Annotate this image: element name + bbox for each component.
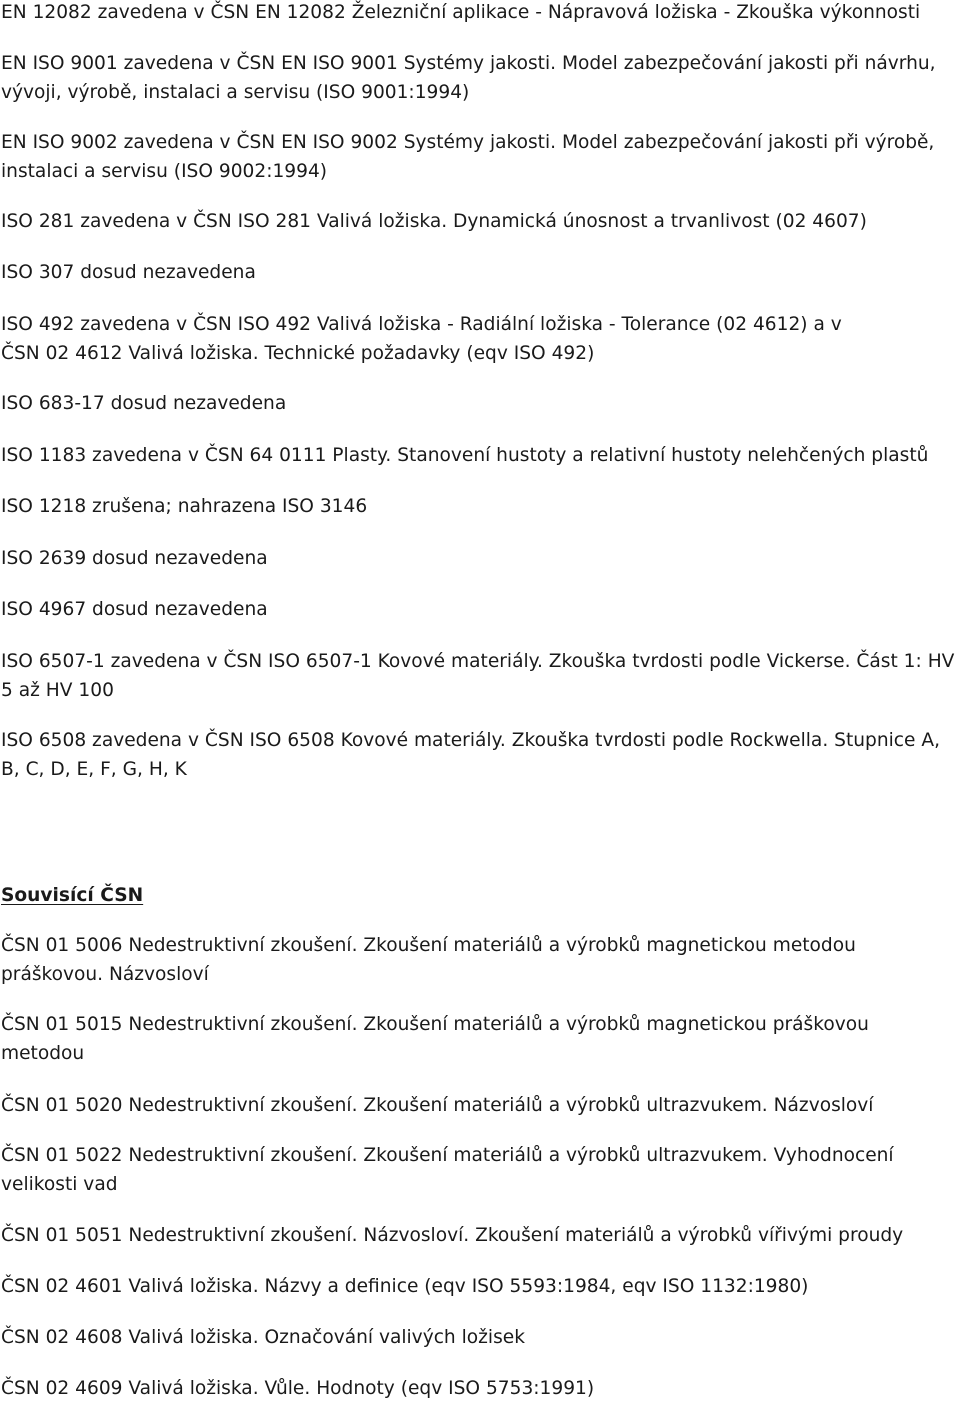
standard-entry-iso-6507-1: ISO 6507-1 zavedena v ČSN ISO 6507-1 Kovové materiály. Zkouška tvrdosti podle Vickerse. Část 1: HV 5 až HV 100 [1,651,955,701]
related-entry-csn-02-4609: ČSN 02 4609 Valivá ložiska. Vůle. Hodnoty (eqv ISO 5753:1991) [1,1378,595,1399]
standard-entry-iso-6508: ISO 6508 zavedena v ČSN ISO 6508 Kovové materiály. Zkouška tvrdosti podle Rockwella. Stupnice A, B, C, D, E, F, G, H, K [1,730,940,780]
standard-entry-iso-307: ISO 307 dosud nezavedena [1,262,256,283]
related-entry-csn-01-5006: ČSN 01 5006 Nedestruktivní zkoušení. Zkoušení materiálů a výrobků magnetickou metodou práškovou. Názvosloví [1,935,856,985]
standard-entry-iso-1183: ISO 1183 zavedena v ČSN 64 0111 Plasty. Stanovení hustoty a relativní hustoty nelehčených plastů [1,445,929,466]
standard-entry-iso-492: ISO 492 zavedena v ČSN ISO 492 Valivá ložiska - Radiální ložiska - Tolerance (02 4612) a v ČSN 02 4612 Valivá ložiska. Technické požadavky (eqv ISO 492) [1,314,842,364]
related-entry-csn-01-5051: ČSN 01 5051 Nedestruktivní zkoušení. Názvosloví. Zkoušení materiálů a výrobků vířivými proudy [1,1225,904,1246]
standard-entry-en-iso-9002: EN ISO 9002 zavedena v ČSN EN ISO 9002 Systémy jakosti. Model zabezpečování jakosti při výrobě, instalaci a servisu (ISO 9002:1994) [1,132,935,182]
standard-entry-en-iso-9001: EN ISO 9001 zavedena v ČSN EN ISO 9001 Systémy jakosti. Model zabezpečování jakosti při návrhu, vývoji, výrobě, instalaci a servisu (ISO 9001:1994) [1,53,936,103]
standard-entry-iso-2639: ISO 2639 dosud nezavedena [1,548,268,569]
section-heading-related-csn: Souvisící ČSN [1,885,144,906]
related-entry-csn-01-5020: ČSN 01 5020 Nedestruktivní zkoušení. Zkoušení materiálů a výrobků ultrazvukem. Názvosloví [1,1095,874,1116]
related-entry-csn-01-5022: ČSN 01 5022 Nedestruktivní zkoušení. Zkoušení materiálů a výrobků ultrazvukem. Vyhodnocení velikosti vad [1,1145,894,1195]
related-entry-csn-02-4601: ČSN 02 4601 Valivá ložiska. Názvy a definice (eqv ISO 5593:1984, eqv ISO 1132:1980) [1,1276,809,1297]
standard-entry-iso-1218: ISO 1218 zrušena; nahrazena ISO 3146 [1,496,368,517]
standard-entry-en-12082: EN 12082 zavedena v ČSN EN 12082 Železniční aplikace - Nápravová ložiska - Zkouška výkonnosti [1,2,921,23]
related-entry-csn-02-4608: ČSN 02 4608 Valivá ložiska. Označování valivých ložisek [1,1327,525,1348]
standard-entry-iso-281: ISO 281 zavedena v ČSN ISO 281 Valivá ložiska. Dynamická únosnost a trvanlivost (02 4607) [1,211,867,232]
related-entry-csn-01-5015: ČSN 01 5015 Nedestruktivní zkoušení. Zkoušení materiálů a výrobků magnetickou práškovou metodou [1,1014,869,1064]
standard-entry-iso-4967: ISO 4967 dosud nezavedena [1,599,268,620]
standard-entry-iso-683-17: ISO 683-17 dosud nezavedena [1,393,287,414]
